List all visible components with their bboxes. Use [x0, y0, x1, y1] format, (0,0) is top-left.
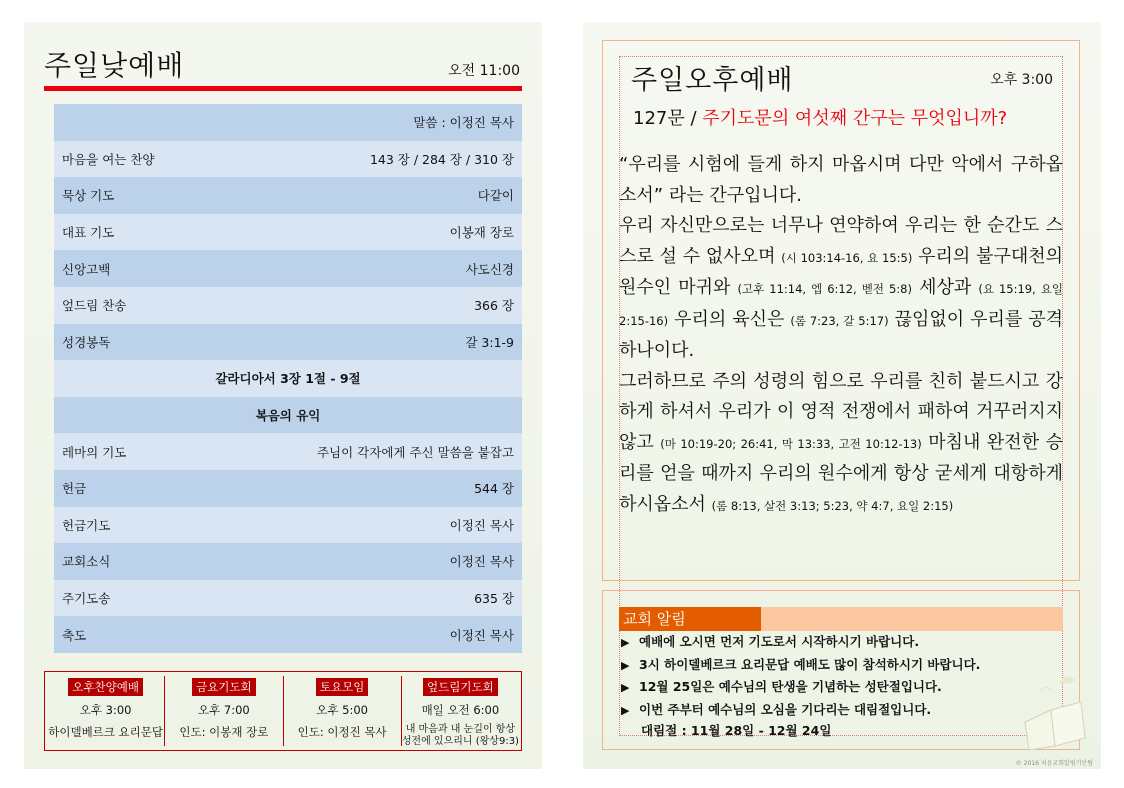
table-row — [54, 507, 522, 544]
notice-text: 12월 25일은 예수님의 탄생을 기념하는 성탄절입니다. — [639, 679, 942, 694]
answer-paragraph: “우리를 시험에 들게 하지 마옵시며 다만 악에서 구하옵소서” 라는 간구입니다. — [619, 154, 1063, 206]
bullet-icon: ▶ — [621, 636, 630, 649]
morning-service-time: 오전 11:00 — [448, 63, 520, 79]
notice-header-bar — [619, 607, 1063, 631]
notice-list — [619, 632, 1063, 722]
order-value: 이봉재 장로 — [449, 225, 514, 241]
answer-text: 마침내 완전한 승리를 얻을 때까지 우리의 원수에게 항상 굳세게 대항하게 하시옵소서 — [619, 431, 1063, 515]
table-row — [54, 580, 522, 617]
order-item: 신앙고백 — [62, 261, 111, 277]
order-item: 헌금 — [62, 481, 87, 497]
question-text: 주기도문의 여섯째 간구는 무엇입니까? — [702, 108, 1008, 129]
answer-text: 그러하므로 주의 성령의 힘으로 우리를 친히 붙드시고 강하게 하셔서 우리가 이 영적 전쟁에서 패하여 거꾸러지지 않고 — [619, 370, 1063, 453]
question-number: 127문 — [633, 108, 685, 129]
bullet-icon: ▶ — [621, 681, 630, 694]
order-value: 이정진 목사 — [449, 517, 514, 533]
advent-period: 대림절 : 11월 28일 - 12월 24일 — [641, 723, 832, 738]
order-item — [54, 104, 212, 141]
meeting-note: 내 마음과 내 눈길이 항상 성전에 있으리니 (왕상9:3) — [401, 724, 519, 747]
sermon-heading: 복음의 유익 — [255, 408, 321, 424]
bullet-icon: ▶ — [621, 703, 630, 717]
table-row — [54, 616, 522, 653]
table-row — [54, 360, 522, 397]
notice-header-label: 교회 알림 — [619, 607, 761, 631]
list-item — [619, 700, 1063, 723]
order-value: 갈 3:1-9 — [465, 334, 514, 350]
scripture-reference: (고후 11:14, 엡 6:12, 벧전 5:8) — [737, 282, 912, 296]
morning-service-page — [24, 22, 542, 769]
meeting-saturday — [284, 676, 402, 746]
notice-text: 3시 하이델베르크 요리문답 예배도 많이 참석하시기 바랍니다. — [639, 656, 981, 672]
meeting-title: 오후찬양예배 — [68, 678, 143, 696]
answer-text: 우리의 불구대천의 원수인 마귀와 — [619, 245, 1063, 298]
table-row — [54, 250, 522, 287]
answer-paragraph — [619, 211, 1063, 367]
order-value: 말씀 : 이정진 목사 — [413, 115, 514, 131]
table-row — [54, 433, 522, 470]
afternoon-service-time: 오후 3:00 — [990, 72, 1053, 88]
bullet-icon: ▶ — [621, 658, 630, 672]
scripture-reference: (마 10:19-20; 26:41, 막 13:33, 고전 10:12-13) — [660, 436, 922, 451]
order-value: 544 장 — [474, 481, 514, 497]
order-item: 주기도송 — [62, 591, 111, 607]
table-row — [54, 104, 522, 141]
table-row — [54, 287, 522, 324]
meeting-friday-prayer — [165, 676, 283, 746]
scripture-reference: (요 15:19, 요일 2:15-16) — [619, 282, 1063, 328]
answer-text: 끊임없이 우리를 공격하나이다. — [619, 308, 1063, 361]
open-bible-icon — [1019, 662, 1089, 752]
table-row — [54, 214, 522, 251]
weekly-meetings-box — [44, 671, 522, 751]
order-item: 마음을 여는 찬양 — [62, 151, 155, 167]
afternoon-service-title: 주일오후예배 — [631, 65, 794, 96]
scripture-reference: (시 103:14-16, 요 15:5) — [781, 250, 913, 265]
scripture-reference: (롬 8:13, 살전 3:13; 5:23, 약 4:7, 요일 2:15) — [711, 498, 954, 513]
catechism-answer — [619, 150, 1063, 521]
order-value: 143 장 / 284 장 / 310 장 — [369, 151, 514, 167]
meeting-note: 인도: 이봉재 장로 — [179, 725, 269, 739]
table-row — [54, 397, 522, 434]
afternoon-service-page — [583, 22, 1101, 769]
order-value: 주님이 각자에게 주신 말씀을 붙잡고 — [316, 444, 514, 460]
meeting-time: 오후 7:00 — [198, 703, 250, 717]
table-row — [54, 470, 522, 507]
question-separator: / — [684, 108, 703, 129]
meeting-dawn-prayer — [402, 676, 519, 746]
catechism-question — [633, 104, 1007, 130]
meeting-title: 금요기도회 — [192, 678, 256, 696]
answer-text: 세상과 — [911, 277, 979, 298]
order-value: 이정진 목사 — [449, 627, 514, 643]
order-value: 사도신경 — [465, 261, 514, 277]
notice-text: 예배에 오시면 먼저 기도로서 시작하시기 바랍니다. — [639, 634, 920, 649]
order-value: 다같이 — [477, 188, 514, 204]
table-row — [54, 177, 522, 214]
scripture-reference: (롬 7:23, 갈 5:17) — [790, 313, 889, 328]
order-value: 635 장 — [474, 591, 514, 607]
meeting-time: 오후 5:00 — [316, 703, 368, 717]
sermon-heading: 갈라디아서 3장 1절 - 9절 — [215, 371, 361, 387]
table-row — [54, 324, 522, 361]
answer-text: 우리 자신만으로는 너무나 연약하여 우리는 한 순간도 스스로 설 수 없사오며 — [619, 215, 1063, 267]
notice-text: 이번 주부터 예수님의 오심을 기다리는 대림절입니다. — [639, 701, 932, 717]
order-item: 헌금기도 — [62, 517, 111, 533]
order-item: 성경봉독 — [62, 334, 111, 350]
meeting-note: 하이델베르크 요리문답 — [48, 725, 163, 739]
meeting-title: 엎드림기도회 — [423, 678, 498, 696]
meeting-time: 오후 3:00 — [79, 703, 132, 717]
list-item — [619, 632, 1063, 655]
answer-text: 우리의 육신은 — [668, 308, 791, 330]
order-value: 이정진 목사 — [449, 554, 514, 570]
order-item: 축도 — [62, 627, 87, 643]
worship-order-table — [54, 104, 522, 653]
order-value: 366 장 — [474, 298, 514, 314]
order-item: 교회소식 — [62, 554, 111, 570]
morning-service-title: 주일낮예배 — [44, 49, 185, 82]
list-item — [619, 677, 1063, 700]
copyright-text: © 2016 처음교회알림기안팀 — [1015, 760, 1093, 767]
order-item: 묵상 기도 — [62, 188, 115, 204]
order-item: 엎드림 찬송 — [62, 298, 127, 314]
meeting-title: 토요모임 — [316, 678, 368, 696]
meeting-afternoon-praise — [47, 676, 165, 746]
meeting-note: 인도: 이정진 목사 — [297, 725, 387, 739]
order-item: 레마의 기도 — [62, 444, 127, 460]
answer-paragraph — [619, 367, 1063, 522]
meeting-time: 매일 오전 6:00 — [421, 703, 500, 717]
table-row — [54, 543, 522, 580]
table-row — [54, 141, 522, 178]
list-item — [619, 655, 1063, 678]
title-divider — [44, 86, 522, 91]
order-item: 대표 기도 — [62, 225, 115, 241]
